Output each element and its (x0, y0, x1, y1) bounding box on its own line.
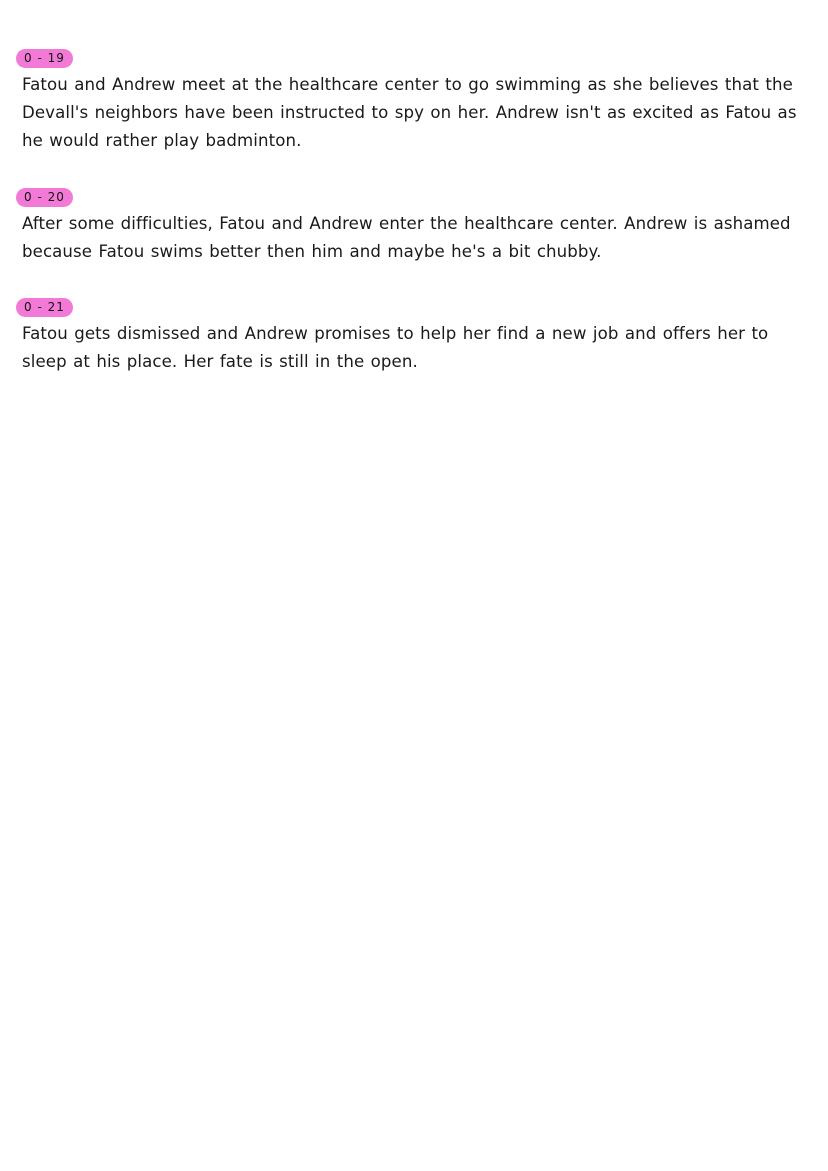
summary-paragraph: Fatou and Andrew meet at the healthcare center to go swimming as she believes that the Devall's neighbors have been instructed to spy on her. Andrew isn't as excited as Fatou as he would rather play badminton. (22, 75, 797, 150)
timestamp-badge: 0 - 19 (16, 49, 73, 68)
chapter-entry (16, 186, 812, 266)
timestamp-badge: 0 - 21 (16, 298, 73, 317)
chapter-entry (16, 296, 812, 376)
chapter-entry (16, 47, 812, 155)
timestamp-badge: 0 - 20 (16, 188, 73, 207)
summary-paragraph: Fatou gets dismissed and Andrew promises to help her find a new job and offers her to sleep at his place. Her fate is still in the open. (22, 324, 769, 371)
summary-paragraph: After some difficulties, Fatou and Andrew enter the healthcare center. Andrew is ashamed because Fatou swims better then him and maybe he's a bit chubby. (22, 214, 791, 261)
